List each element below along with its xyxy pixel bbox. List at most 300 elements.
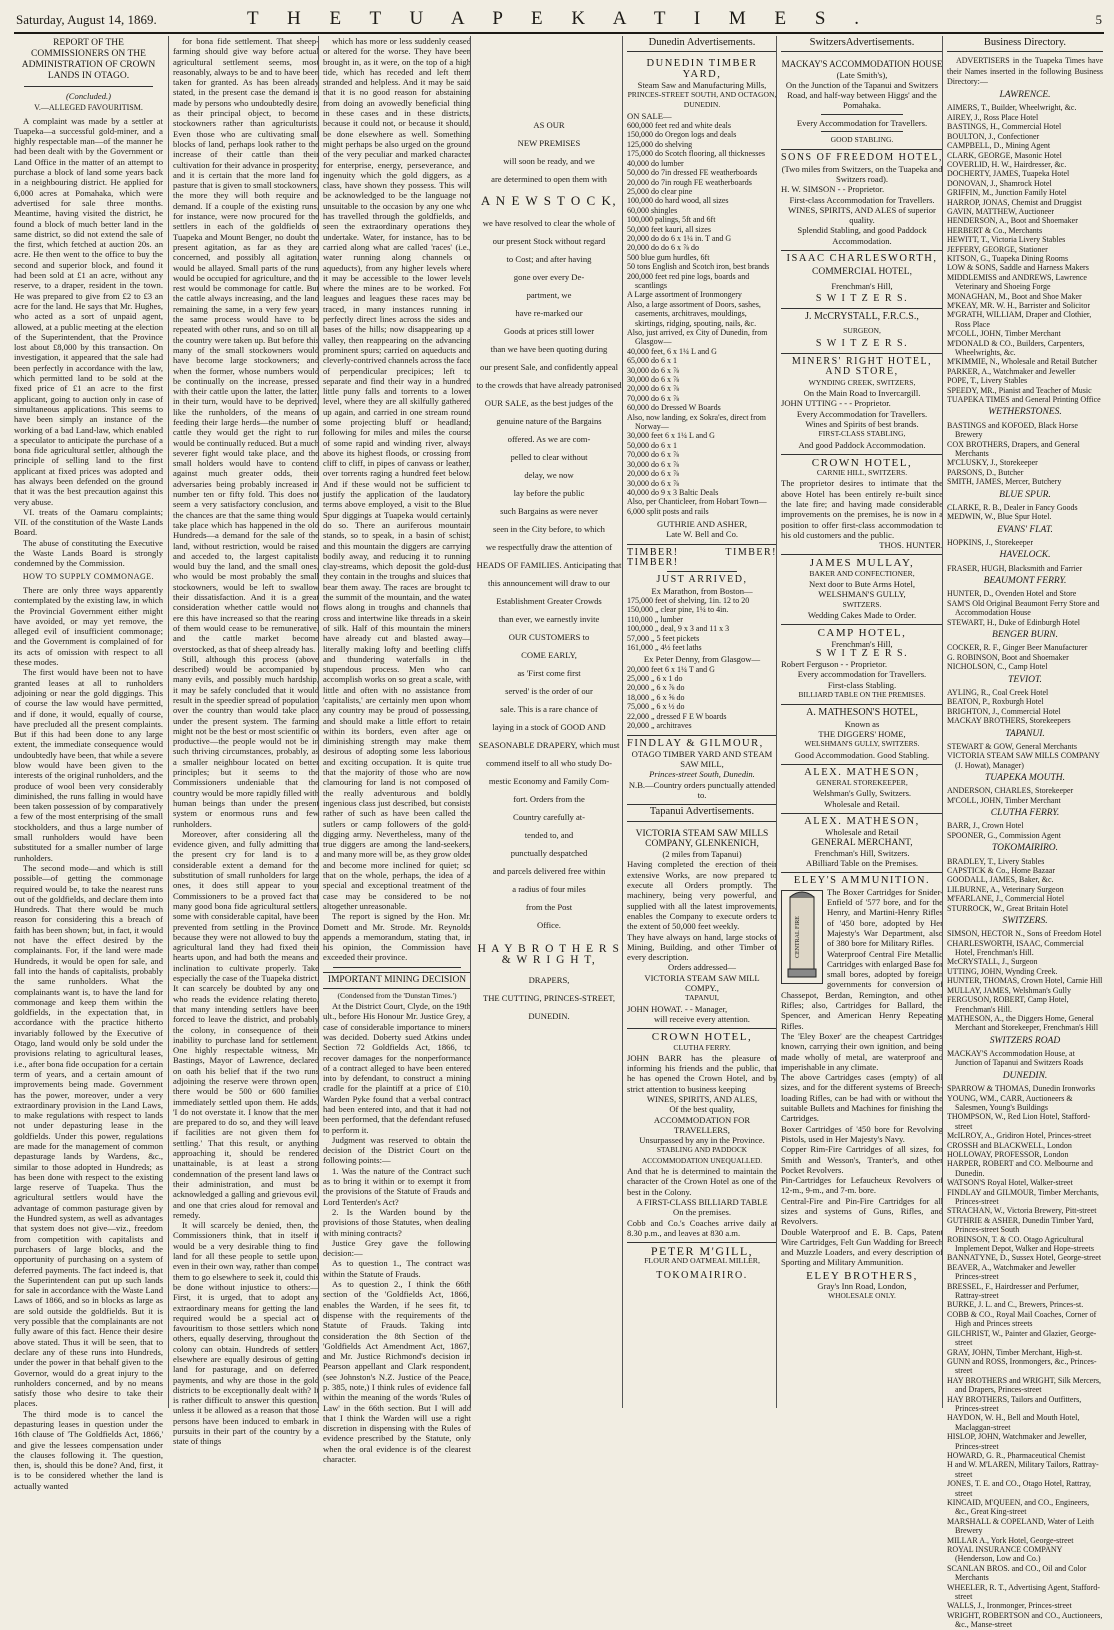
directory-town: CLUTHA FERRY.	[990, 808, 1060, 819]
advert-line: to the crowds that have already patronised	[476, 380, 622, 391]
directory-entry: M'FARLANE, J., Commercial Hotel	[947, 894, 1065, 904]
advert-timber	[627, 545, 777, 736]
advert-line: Of the best quality,	[669, 1104, 735, 1115]
directory-town: TAPANUI.	[1005, 728, 1045, 739]
list-item: 20,000 do 6 x ⅞	[627, 469, 679, 479]
directory-entry: GUTHRIE & ASHER, Dunedin Timber Yard, Princes-street South	[947, 1215, 1094, 1235]
advert-body: The 'Eley Boxer' are the cheapest Cartridges known, carrying their own ignition, and being made wholly of metal, are waterproof and imperishable in any climate.	[781, 1030, 943, 1072]
advert-proprietor: JOHN UTTING - - - Proprietor.	[781, 398, 891, 409]
advert-line: NEW PREMISES	[517, 138, 581, 148]
advert-signature: THOS. HUNTER.	[879, 540, 943, 551]
directory-entry: HAY BROTHERS and WRIGHT, Silk Mercers, and Drapers, Princes-street	[947, 1375, 1101, 1395]
article-heading: IMPORTANT MINING DECISION	[323, 972, 471, 989]
directory-entry: HAYDON, W. H., Bell and Mouth Hotel, Maclaggan-street	[947, 1413, 1080, 1432]
directory-entry: COVERLID, H. W., Hairdresser, &c.	[947, 159, 1067, 169]
section-heading: V.—ALLEGED FAVOURITISM.	[34, 103, 143, 113]
column-report	[14, 36, 167, 1491]
advert-label: Ex Peter Denny, from Glasgow—	[643, 654, 761, 665]
advert-address: Princes-street South, Dunedin.	[649, 769, 755, 780]
advert-subtitle: CARNIE HILL, SWITZERS.	[816, 468, 908, 478]
directory-entry: M'KIMMIE, N., Wholesale and Retail Butcher	[947, 357, 1098, 367]
advert-peter-mgill	[627, 1243, 777, 1285]
directory-entry: FRASER, HUGH, Blacksmith and Farrier	[947, 563, 1083, 573]
advert-title: DUNEDIN TIMBER YARD,	[646, 58, 758, 80]
list-item: 18,000 „ 6 x ⅝ do	[627, 692, 685, 702]
directory-entry: CLARK, GEORGE, Masonic Hotel	[947, 150, 1062, 160]
advert-line: SEASONABLE DRAPERY, which must	[478, 740, 620, 751]
list-item: 50,000 do 6 x 1	[627, 440, 677, 450]
directory-entry: MACKAY BROTHERS, Storekeepers	[947, 716, 1071, 726]
cartridge-illustration	[781, 890, 823, 984]
advert-body: Copper Rim-Fire Cartridges of all sizes, for Smith and Wesson's, Tranter's, and other Pocket Revolvers.	[781, 1144, 943, 1175]
advert-line: OUR CUSTOMERS to	[508, 632, 590, 643]
advert-body: On the Junction of the Tapanui and Switzers Road, and half-way between Higgs' and the Pomahaka.	[785, 79, 939, 111]
directory-entry: HUNTER, D., Ovenden Hotel and Store	[947, 589, 1077, 599]
directory-list	[947, 1084, 1103, 1630]
directory-list	[947, 503, 1103, 522]
advert-eley-ammunition	[781, 873, 943, 1305]
list-item: 20,000 do do 6 x 1¼ in. T and G	[627, 233, 732, 243]
advert-body: The Boxer Cartridges for Snider-Enfield of '577 bore, and for the Henry, and Martini-Henry Rifles of '450 bore, adopted by Her Majesty's War Department, also of 380 bore for Military Rifles.	[827, 886, 943, 949]
advert-crown-hotel-carnie	[781, 455, 943, 556]
advert-findlay-gilmour	[627, 736, 777, 806]
advert-subtitle: Steam Saw and Manufacturing Mills,	[637, 79, 767, 90]
list-item: 20,000 do do 6 x ⅞ do	[627, 243, 699, 253]
advert-line: On the Main Road to Invercargill.	[803, 388, 921, 399]
directory-town: HAVELOCK.	[999, 550, 1051, 561]
advert-note: Late W. Bell and Co.	[665, 529, 739, 540]
directory-entry: ROBINSON, T. & CO. Otago Agricultural Implement Depot, Walker and Hope-streets	[947, 1234, 1094, 1254]
advert-title: PETER M'GILL,	[650, 1244, 754, 1259]
advert-subtitle: GENERAL STOREKEEPER,	[816, 778, 908, 788]
directory-entry: BEAVER, A., Watchmaker and Jeweller Princes-street	[947, 1262, 1076, 1282]
advert-alex-matheson-store	[781, 765, 943, 814]
advert-line: Every Accommodation for Travellers.	[796, 117, 928, 128]
page-number: 5	[1095, 12, 1102, 27]
directory-entry: AIMERS, T., Builder, Wheelwright, &c.	[947, 103, 1077, 113]
paragraph: The first would have been not to have granted leases at all to runholders adjoining or near the gold diggings. This of course the law would have permitted, and if done, it would, equally of course, have precluded all the present complaints. But if this had been done to any large extent, the immediate consequence would undoubtedly have been, that while a severe blow would have been given to the interests of the original runholders, and the produce of wool been very considerably diminished, the runs falling in would have been taken possession of by comparatively a few of the most enterprising of the small stockholders, and thus a large number of small runholders would have been substituted for a smaller number of large runholders.	[14, 667, 163, 863]
directory-entry: MARSHALL & COPELAND, Water of Leith Brewery	[947, 1516, 1094, 1536]
directory-intro: ADVERTISERS in the Tuapeka Times have their Names inserted in the following Business Directory:—	[947, 56, 1103, 86]
section-header: Tapanui Advertisements.	[627, 805, 777, 821]
advert-line: On the premises.	[673, 1207, 731, 1218]
advert-street: THE CUTTING, PRINCES-STREET,	[482, 992, 616, 1003]
list-item: 65,000 do 6 x 1	[627, 356, 677, 366]
list-item: 40,000 do 9 x 3 Baltic Deals	[627, 487, 719, 497]
directory-entry: SMITH, JAMES, Mercer, Butchery	[947, 477, 1062, 487]
directory-list	[947, 538, 1103, 547]
directory-entry: MONAGHAN, M., Boot and Shoe Maker	[947, 291, 1082, 301]
list-item: 20,000 „ 6 x ⅞ do	[627, 683, 685, 693]
advert-subtitle: Wholesale and Retail	[825, 827, 899, 838]
advert-james-mullay	[781, 555, 943, 625]
directory-entry: GILCHRIST, W., Painter and Glazier, George-street	[947, 1328, 1097, 1348]
directory-town: BLUE SPUR.	[999, 489, 1051, 500]
advert-title: MINERS' RIGHT HOTEL, AND STORE,	[791, 356, 933, 378]
advert-line: than we have been quoting during	[490, 344, 608, 355]
directory-entry: BURKE, J. L. and C., Brewers, Princes-st.	[947, 1300, 1084, 1310]
advert-note: Orders addressed—	[667, 962, 736, 973]
advert-label: ON SALE—	[627, 110, 672, 121]
section-header: Dunedin Advertisements.	[627, 36, 777, 52]
directory-entry: HEWITT, T., Victoria Livery Stables	[947, 235, 1066, 245]
advert-body: Boxer Cartridges of '450 bore for Revolving Pistols, used in Her Majesty's Navy.	[781, 1123, 943, 1144]
directory-entry: HARPER, ROBERT and CO. Melbourne and Dunedin.	[947, 1159, 1093, 1178]
advert-line: ABilliard Table on the Premises.	[805, 858, 919, 869]
list-item: 70,000 do 6 x ⅞	[627, 450, 679, 460]
advert-company: VICTORIA STEAM SAW MILL COMPY.,	[644, 972, 760, 994]
directory-entry: GOODALL, JAMES, Baker, &c.	[947, 875, 1054, 885]
directory-entry: M'COLL, JOHN, Timber Merchant	[947, 795, 1061, 805]
directory-entry: FINDLAY and GILMOUR, Timber Merchants, Princes-street	[947, 1187, 1099, 1207]
paragraph: Justice Grey gave the following decision:—	[323, 1237, 471, 1259]
advert-line: Unsurpassed by any in the Province.	[639, 1135, 765, 1146]
paragraph: for bona fide settlement. That sheep-farming should give way before actual agricultural settlement seems, most reasonably, always to be and to have been taken for granted. As has been already stated, in the present case the demand is made by persons who undoubtedly desire, as their principal object, to become stockowners rather than agriculturists. Even those who are cultivating small blocks of land, perhaps look rather to the increase of their cattle than their cultivation for their advance in prosperity; and it is certain that the more land for pasture that is given to small stockowners, the more they will both require and demand. If a couple of the existing runs, for instance, were now procured for the settlers in each of the goldfields of Tuapeka and Mount Benger, no doubt the present agitation, as far as they are concerned, and possibly all agitation, would be allayed. Small parts of the runs would be occupied for agriculture, and the rest would be commonage for cattle. But the cattle always increasing, and the land remaining the same, in a very few years the same process would have to be repeated with other runs, and so on till all the country were taken up. But before this many of the small stockowners would have become large stockowners; and when the former, whose numbers would be continually on the increase, pressed with their cattle upon the latter, the latter, in their turn, would have to be deprived, like the runholders, of the means of feeding their large herds—the number of cattle they would get the right to run would be continually reduced. But a much severer fight would take place, and the small holders would have to contend against much greater odds, their adversaries being probably increased in number ten or fifty fold. This does not seem a very satisfactory conclusion, and the chances are that the same thing would take place which has happened in the old Hundreds—a demand for the sale of the land, without restriction, would be raised and acceded to, the largest capitalists would buy the land, and the small ones, who would be most probably the small stockowners, would be left to swallow their dissatisfaction. And it is a great consideration whether cattle would not ere this have increased so that the rearing of them would cease to be remunerative, and the cattle market become overstocked, as that of sheep already has.	[173, 36, 319, 654]
list-item: 30,000 do 6 x ⅞	[627, 375, 679, 385]
list-item: A Large assortment of Ironmongery	[627, 290, 742, 300]
directory-entry: CAMPBELL, D., Mining Agent	[947, 141, 1051, 151]
article-body	[14, 585, 163, 1491]
column-dunedin-adverts	[622, 36, 781, 1408]
advert-title: JAMES MULLAY,	[809, 557, 915, 570]
directory-entry: TUAPEKA TIMES and General Printing Office	[947, 395, 1101, 405]
directory-entry: SPOONER, G., Commission Agent	[947, 830, 1061, 840]
column-report-end	[318, 36, 475, 1465]
paragraph: As to question 1., The contract was within the Statute of Frauds.	[323, 1258, 471, 1279]
advert-subtitle: BAKER AND CONFECTIONER,	[809, 568, 915, 578]
advert-body: The proprietor desires to intimate that the above Hotel has been entirely re-built since the late fire; and having made considerable improvements on the premises, he is now in a position to offer first-class accommodation to his old customers and the public.	[781, 478, 943, 540]
list-item: 22,000 „ dressed F E W boards	[627, 711, 727, 721]
directory-town: SWITZERS.	[1002, 915, 1048, 926]
directory-entry: WATSON'S Royal Hotel, Walker-street	[947, 1178, 1073, 1188]
article-body	[14, 116, 163, 569]
directory-entry: JONES, T. E. and CO., Otago Hotel, Rattray, street	[947, 1479, 1092, 1498]
directory-entry: CHARLESWORTH, ISAAC, Commercial Hotel, Frenchman's Hill.	[947, 938, 1084, 958]
advert-manager: JOHN HOWAT. - - Manager,	[627, 1003, 728, 1014]
list-item: 50,000 do 7in dressed FE weatherboards	[627, 168, 758, 178]
list-item: Also, per Chanticleer, from Hobart Town—	[627, 497, 767, 507]
directory-entry: COBB & CO., Royal Mail Coaches, Corner of High and Princes streets	[947, 1309, 1097, 1329]
list-item: Also, a large assortment of Doors, sashes, casements, architraves, mouldings, skirtings, ridging, spouting, nails, &c.	[627, 299, 761, 328]
advert-body: Pin-Cartridges for Lefaucheux Revolvers of 12-m., 9-m., and 7-m. bore.	[781, 1175, 943, 1196]
advert-firm: H A Y B R O T H E R S & W R I G H T,	[477, 943, 621, 966]
advert-title: ELEY'S AMMUNITION.	[793, 875, 931, 887]
directory-entry: NICHOLSON, C., Camp Hotel	[947, 662, 1048, 672]
advert-line: AS OUR	[533, 120, 565, 130]
directory-entry: BASTINGS and KOFOED, Black Horse Brewery	[947, 420, 1078, 440]
directory-town: BENGER BURN.	[992, 630, 1058, 641]
advert-line: are determined to open them with	[491, 174, 607, 184]
directory-list	[947, 1049, 1103, 1068]
list-item: 57,000 „ 5 feet pickets	[627, 633, 700, 643]
advert-line: Known as	[844, 718, 880, 729]
list-item: 70,000 do 6 x ⅞	[627, 393, 679, 403]
directory-entry: KITSON, G., Tuapeka Dining Rooms	[947, 253, 1069, 263]
directory-entry: HERBERT & Co., Merchants	[947, 225, 1043, 235]
advert-dunedin-timber-yard	[627, 56, 777, 544]
advert-town: SWITZERS.	[842, 599, 882, 609]
column-switzers-adverts	[776, 36, 947, 1408]
directory-entry: SCANLAN BROS. and CO., Oil and Color Merchants	[947, 1563, 1087, 1583]
directory-list	[947, 564, 1103, 573]
directory-entry: GRIFFIN, M., Junction Family Hotel	[947, 188, 1067, 198]
list-item: 6,000 split posts and rails	[627, 506, 709, 516]
directory-entry: G. ROBINSON, Boot and Shoemaker	[947, 652, 1069, 662]
paragraph: At the District Court, Clyde, on the 19th ult., before His Honour Mr. Justice Grey, a case of considerable importance to miners was decided. Doberty sued Atkins under Section 72 Goldfields Act, 1866, to recover damages for the nonperformance of a contract alleged to have been entered into by defendant, to construct a mining cradle for the plaintiff at a price of £10. Warden Pyke found that a verbal contract had been entered into, and that it had not been performed, that the defendant refused to perform it.	[323, 1001, 471, 1135]
paragraph: The report is signed by the Hon. Mr. Domett and Mr. Strode. Mr. Reynolds appends a memorandum, stating that, in his opinion, the Commission have exceeded their province.	[323, 911, 471, 963]
directory-list	[947, 786, 1103, 805]
advert-items	[627, 121, 777, 516]
list-item: 125,000 do shelving	[627, 139, 693, 149]
directory-entry: WHEELER, R. T., Advertising Agent, Stafford-street	[947, 1582, 1100, 1602]
list-item: 25,000 do clear pine	[627, 186, 693, 196]
advert-address: Gray's Inn Road, London,	[817, 1281, 907, 1292]
column-report-continued	[168, 36, 323, 1447]
advert-body: Having completed the erection of their extensive Works, are now prepared to execute all Orders promptly. The machinery, being very powerful, and supplied with all the latest improvements, enables the Company to execute orders to the extent of 50,000 feet weekly.	[627, 859, 777, 932]
article-credit: (Condensed from the 'Dunstan Times.')	[337, 990, 457, 1000]
section-header: Business Directory.	[947, 36, 1103, 52]
directory-entry: McCRYSTALL, J., Surgeon	[947, 957, 1038, 967]
paragraph: As to question 2., I think the 66th section of the 'Goldfields Act, 1866,' enables the Warden, if he sees fit, to dispense with the requirements of the Statute of Frauds. Taking into consideration the 8th Section of the 'Goldfields Act Amendment Act, 1867,' and Mr. Justice Richmond's decision in Pearson appellant and Clark respondent, (see Johnston's N.Z. Justice of the Peace, p. 385, note,) I think rules of evidence fall within the meaning of the words 'Rules of Law' in the 66th section. But I will add that I think the Warden will use a right discretion in dispensing with the Rules of evidence prescribed by the Statute, only when the oral evidence is of the clearest character.	[323, 1279, 471, 1465]
advert-line: gone over every De-	[513, 272, 585, 283]
advert-line: Wedding Cakes Made to Order.	[807, 609, 917, 620]
list-item: 200,000 feet red pine logs, boards and scantlings	[627, 271, 750, 290]
column-business-directory	[942, 36, 1107, 1630]
advert-line: genuine nature of the Bargains	[496, 416, 602, 427]
advert-line: as 'First come first	[517, 668, 581, 679]
list-item: 40,000 feet, 6 x 1¼ L and G	[627, 346, 717, 356]
advert-line: from the Post	[525, 902, 573, 913]
directory-entry: BASTINGS, H., Commercial Hotel	[947, 122, 1062, 132]
directory-entry: HOLLOWAY, PROFESSOR, London	[947, 1149, 1069, 1159]
advert-place: Frenchman's Hill,	[831, 638, 893, 649]
list-item: Also, just arrived, ex City of Dunedin, from Glasgow—	[627, 328, 768, 347]
list-item: 30,000 do 6 x ⅞	[627, 365, 679, 375]
advert-line: and parcels delivered free within	[492, 866, 606, 877]
directory-entry: BANNATYNE, D., Sussex Hotel, George-street	[947, 1253, 1102, 1263]
advert-charlesworth	[781, 251, 943, 309]
directory-town: BEAUMONT FERRY.	[983, 576, 1067, 587]
list-item: 30,000 do 6 x ⅞	[627, 478, 679, 488]
paragraph: 1. Was the nature of the Contract such as to bring it within or to exempt it from the provisions of the Statute of Frauds and Lord Tenterden's Act?	[323, 1165, 471, 1207]
directory-entry: DOCHERTY, JAMES, Tuapeka Hotel	[947, 169, 1070, 179]
directory-entry: SPARROW & THOMAS, Dunedin Ironworks	[947, 1084, 1096, 1094]
directory-entry: FERGUSON, ROBERT, Camp Hotel, Frenchman's Hill.	[947, 995, 1069, 1014]
advert-line: Every Accommodation for Travellers.	[796, 408, 928, 419]
list-item: 20,000 „ architraves	[627, 721, 692, 731]
directory-list	[947, 742, 1103, 770]
list-item: 100,000 do hard wood, all sizes	[627, 196, 729, 206]
paragraph: which has more or less suddenly ceased or altered for the worse. They have been brought in, as it were, on the top of a high tide, which has receded and left them stranded and helpless. And it may be said that it is no good reason for abstaining from doing an avowedly beneficial thing in these cases and in these districts, because it could not, or because it should, be done elsewhere as well. Something might perhaps be also urged on the ground of the very peculiar and marked character for enterprise, energy, perseverance, and ingenuity which the gold diggers, as a class, have shown they possess. This will be acknowledged to be the language not unsuitable to the occasion by any one who has travelled through the goldfields, and seen the extraordinary operations they undertake. Water, for instance, has to be carried along what are called 'races' (i.e., water running along channels or aqueducts), from any higher levels where it may be accessible to the lower levels where the mines are to be worked. For leagues and leagues these races may be traced, in many instances running in perfectly direct lines across the sides and bases of the hills; now disappearing up a valley, then reappearing on the advancing prominent spurs; carried on aqueducts and cleverly-contrived channels across the face of perpendicular precipices; left to separate and find their way in a hundred little puny falls and torrents to a lower level, where they are all skilfully gathered up again, and carried in one stream round some projecting bluff or headland; following for miles and miles the course of some rapid and winding river, always above its highest floods, or crossing from cliff to cliff, in pipes of canvass or leather, over torrents raging a hundred feet below. And if these would not be sufficient to justify the application of the laudatory terms above employed, a visit to the Blue Spur diggings at Tuapeka would certainly do so. There an auriferous mountain stands, so to speak, in a basin of schist; and this mountain the diggers are carrying bodily away, and reducing it to running clay-streams, which deposit the gold-dust they contain in the troughs and sluices that bear them away. The races are brought to the summit of the mountain, and the water flows along in troughs and channels that cross and intertwine like threads in a skein of silk. Half of this mountain the miners have already cut and blasted away—literally making lofty and beetling cliffs and thundering waterfalls in the stupendous process. Men who can accomplish works on so great a scale, with little and often with no assistance from 'capitalists,' are certainly men upon whom any country may be proud of possessing, and should make a little effort to retain within its borders, even after age or diminishing strength may make them desirous of adopting some less laborious and exciting occupation. It is quite true that the majority of those who are now clamouring for land is not composed of the really adventurous and boldly ingenious class just described, but consists rather of such as have been called the sutlers or camp followers of the gold-digging army. Nevertheless, many of the true diggers are among the land-seekers, and many more will be, as they grow older and become more inclined for quiet; so that on the whole, perhaps, the idea of a special and exceptional treatment of the case may be considered to be not altogether unreasonable.	[323, 36, 471, 911]
list-item: 150,000 „ clear pine, 1¼ to 4in.	[627, 605, 729, 615]
advert-line: WHOLESALE ONLY.	[828, 1291, 896, 1301]
directory-entry: M'COLL, JOHN, Timber Merchant	[947, 329, 1061, 339]
advert-line: a radius of four miles	[512, 884, 586, 895]
directory-entry: McILROY, A., Gridiron Hotel, Princes-street	[947, 1131, 1092, 1141]
advert-sons-of-freedom	[781, 150, 943, 251]
advert-line: have re-marked our	[515, 308, 583, 319]
advert-line: punctually despatched	[510, 848, 588, 859]
advert-title: VICTORIA STEAM SAW MILLS COMPANY, GLENKENICH,	[635, 828, 769, 849]
advert-camp-hotel	[781, 625, 943, 705]
advert-line: our present Stock without regard	[492, 236, 606, 247]
directory-entry: STEWART, H., Duke of Edinburgh Hotel	[947, 617, 1080, 627]
advert-body: The above Cartridges cases (empty) of all sizes, and for the different systems of Breech-loading Rifles, can be had with or without the suitable Bullets and Machines for finishing the Cartridges.	[781, 1072, 943, 1124]
list-item: 75,000 „ 6 x ½ do	[627, 702, 685, 712]
advert-line: And good Paddock Accommodation.	[798, 439, 926, 450]
directory-town: WETHERSTONES.	[988, 407, 1062, 418]
directory-list	[947, 589, 1103, 627]
advert-title: ISAAC CHARLESWORTH,	[786, 253, 938, 265]
advert-note: N.B.—Country orders punctually attended to.	[628, 779, 776, 800]
paragraph: The abuse of constituting the Executive the Waste Lands Board is strongly condemned by the Commission.	[14, 537, 163, 569]
advert-title: A. MATHESON'S HOTEL,	[806, 707, 918, 719]
directory-entry: GUNN and ROSS, Ironmongers, &c., Princes-street	[947, 1356, 1097, 1376]
advert-body: JOHN BARR has the pleasure of informing his friends and the public, that he has opened the Crown Hotel, and by strict attention to business keeping	[627, 1052, 777, 1094]
list-item: 30,000 feet 6 x 1¼ L and G	[627, 431, 715, 441]
issue-date: Saturday, August 14, 1869.	[16, 12, 157, 27]
directory-entry: SPEEDY, MR., Pianist and Teacher of Music	[947, 385, 1092, 395]
advert-line: Office.	[537, 920, 561, 931]
directory-entry: H and W. M'LAREN, Military Tailors, Rattray-street	[947, 1460, 1099, 1479]
advert-title: MACKAY'S ACCOMMODATION HOUSE	[781, 59, 943, 70]
list-item: 600,000 feet red and white deals	[627, 121, 731, 131]
directory-entry: VICTORIA STEAM SAW MILLS COMPANY (J. Howat), Manager)	[947, 751, 1100, 770]
article-heading: REPORT OF THE COMMISSIONERS ON THE ADMINISTRATION OF CROWN LANDS IN OTAGO.	[21, 38, 156, 81]
directory-entry: BARR, J., Crown Hotel	[947, 821, 1024, 831]
directory-entry: CLARKE, R. B., Dealer in Fancy Goods	[947, 502, 1078, 512]
advert-line: A FIRST-CLASS BILLIARD TABLE	[636, 1196, 768, 1207]
advert-place: TAPANUI,	[685, 993, 719, 1003]
directory-list	[947, 821, 1103, 840]
advert-subtitle: WYNDING CREEK, SWITZERS,	[808, 377, 916, 387]
advert-subtitle: (Late Smith's),	[836, 69, 888, 80]
advert-city: DUNEDIN.	[528, 1010, 570, 1021]
advert-line: Splendid Stabling, and good Paddock Accommodation.	[797, 225, 927, 246]
directory-entry: POPE, T., Livery Stables	[947, 376, 1028, 386]
advert-line: Good Accommodation. Good Stabling.	[794, 749, 930, 760]
list-item: 110,000 „ lumber	[627, 614, 683, 624]
advert-line: GOOD STABLING.	[830, 135, 894, 145]
list-item: 60,000 shingles	[627, 205, 678, 215]
advert-body: And that he is determined to maintain the character of the Crown Hotel as one of the best in the Colony.	[627, 1166, 777, 1197]
list-item: 175,000 do Scotch flooring, all thicknesses	[627, 149, 765, 159]
advert-mccrystall	[781, 309, 943, 354]
directory-town: DUNEDIN.	[1002, 1070, 1048, 1081]
list-item: 50,000 feet kauri, all sizes	[627, 224, 711, 234]
advert-trade: DRAPERS,	[528, 974, 570, 985]
advert-line: HEADS OF FAMILIES. Anticipating that	[476, 560, 622, 571]
advert-proprietor: Robert Ferguson - - Proprietor.	[781, 659, 888, 670]
advert-line: OUR SALE, as the best judges of the	[484, 398, 614, 409]
directory-entry: MATHESON, A., the Diggers Home, General Merchant and Storekeeper, Frenchman's Hill	[947, 1013, 1099, 1033]
directory-entry: AYLING, R., Coal Creek Hotel	[947, 687, 1049, 697]
advert-place: Frenchman's Hill, Switzers.	[814, 847, 910, 858]
directory-entry: SIMSON, HECTOR N., Sons of Freedom Hotel	[947, 929, 1102, 939]
advert-victoria-saw-mills	[627, 826, 777, 1030]
advert-subtitle: (2 miles from Tapanui)	[662, 849, 742, 860]
advert-line: offered. As we are com-	[507, 434, 591, 445]
cartridge-label: CENTRAL FIRE	[795, 915, 801, 958]
directory-entry: GAVIN, MATTHEW, Auctioneer	[947, 206, 1055, 216]
advert-line: will soon be ready, and we	[503, 156, 595, 166]
directory-town: TOKOMAIRIRO.	[991, 843, 1059, 854]
paragraph: Judgment was reserved to obtain the decision of the District Court on the following points:—	[323, 1134, 471, 1166]
paragraph: 2. Is the Warden bound by the provisions of those Statutes, when dealing with mining contracts?	[323, 1206, 471, 1238]
directory-entry: MILLAR A., York Hotel, George-street	[947, 1535, 1074, 1545]
directory-entry: HUNTER, THOMAS, Crown Hotel, Carnie Hill	[947, 976, 1103, 986]
advert-body: Cobb and Co.'s Coaches arrive daily at 8.30 p.m., and leaves at 830 a.m.	[627, 1217, 777, 1238]
directory-entry: PARSONS, D., Butcher	[947, 467, 1024, 477]
advert-subtitle: (Two miles from Switzers, on the Tuapeka and Switzers road).	[781, 163, 943, 184]
advert-lines	[475, 116, 623, 188]
directory-entry: DONOVAN, J., Shamrock Hotel	[947, 178, 1052, 188]
paragraph: It will scarcely be denied, then, the Commissioners think, that in itself it would be a very desirable thing to find land for all these people to settle upon, even in their own way, rather than compel them to go elsewhere to seek it, could this be done without injustice to others:—First, it is urged, that to adopt any extraordinary means for getting the land required would be a special act of favouritism to those settlers which none others, equally deserving, throughout the colony can obtain. Hundreds of settlers elsewhere are equally desirous of getting land for pasturage, and on deferred payments, and why are those in the gold districts to be exceptionally dealt with? It is rather difficult to answer this question, unless it be allowed as a reason that those persons have been induced to embark in pursuits in their part of the country by a state of things	[173, 1220, 319, 1447]
directory-entry: JEFFERY, GEORGE, Stationer	[947, 244, 1048, 254]
advert-line: than ever, we earnestly invite	[498, 614, 600, 625]
list-item: 25,000 „ 6 x 1 do	[627, 674, 683, 684]
advert-line: mestic Economy and Family Com-	[488, 776, 610, 787]
directory-entry: M'KEAY, MR. W. H., Barrister and Solicitor	[947, 301, 1090, 311]
advert-body: They have always on hand, large stocks of Mining, Building, and other Timber of every description.	[627, 931, 777, 963]
advert-town: S W I T Z E R S.	[815, 647, 909, 659]
directory-town: EVANS' FLAT.	[997, 524, 1053, 535]
directory-entry: CROSSH and BLACKWELL, London	[947, 1140, 1072, 1150]
advert-title: CROWN HOTEL,	[651, 1031, 753, 1044]
article-body	[173, 36, 319, 1447]
advert-line: THE DIGGERS' HOME,	[818, 728, 906, 739]
paragraph: Moreover, after considering all the evidence given, and fully admitting that the present cry for land is to a considerable extent a demand for the substitution of small runholders for large ones, it does still appear to your Commissioners to be a proved fact that many good bona fide agricultural settlers, some with considerable capital, have been prevented from settling in the Province because they were not allowed to buy the agricultural land they had fixed their hearts upon, and had both the means and inclination to cultivate properly. Take especially the case of the Tuapeka district. It can scarcely be doubted by any one who reads the evidence relating thereto, that many intending settlers have been forced to leave the district, and probably the colony, in consequence of their inability to purchase land for settlement. One highly respectable witness, Mr. Bastings, Mayor of Lawrence, declared on oath his belief that if the two runs adjoining the reserve were thrown open, there would be 500 or 600 families immediately settled upon them. He adds, 'I do not overstate it. I know that the men are prepared to do so, and they will leave if facilities are not given them for settling.' That this result, or anything approaching it, should be rendered unattainable, is at least a strong condemnation of the present land laws or their administration, and must be acknowledged a galling and grievous evil, and one that cries aloud for removal and remedy.	[173, 828, 319, 1220]
directory-entry: PARKER, A., Watchmaker and Jeweller	[947, 366, 1076, 376]
directory-entry: GRAY, JOHN, Timber Merchant, High-st.	[947, 1347, 1083, 1357]
advert-line: Wholesale and Retail.	[824, 798, 900, 809]
list-item: 175,000 feet of shelving, 1in. 12 to 20	[627, 595, 750, 605]
directory-entry: COCKER, R. F., Ginger Beer Manufacturer	[947, 643, 1088, 653]
advert-firm: GUTHRIE AND ASHER,	[657, 519, 747, 530]
directory-entry: MEDWIN, W., Blue Spur Hotel.	[947, 512, 1052, 522]
directory-entry: SAM'S Old Original Beaumont Ferry Store and Accommodation House	[947, 598, 1100, 618]
advert-line: FIRST-CLASS STABLING,	[818, 429, 906, 439]
advert-mackays	[781, 56, 943, 150]
directory-entry: LOW & SONS, Saddle and Harness Makers	[947, 263, 1089, 273]
advert-line: such Bargains as were never	[500, 506, 598, 517]
directory-entry: M'DONALD & CO., Builders, Carpenters, Wheelwrights, &c.	[947, 338, 1085, 358]
directory-entry: WRIGHT, ROBERTSON and CO., Auctioneers, &c., Manse-street	[947, 1610, 1103, 1630]
advert-place: WELSHMAN'S GULLY, SWITZERS.	[804, 739, 920, 749]
directory-list	[947, 857, 1103, 913]
advert-body: Central-Fire and Pin-Fire Cartridges for all sizes and systems of Guns, Rifles, and Revolvers.	[781, 1195, 943, 1227]
list-item: 60,000 do Dressed W Boards	[627, 403, 721, 413]
advert-line: sale. This is a rare chance of	[500, 704, 598, 715]
advert-town: TOKOMAIRIRO.	[656, 1269, 748, 1281]
directory-town: TUAPEKA MOUTH.	[984, 773, 1066, 784]
directory-entry: LILBURNE, A., Veterinary Surgeon	[947, 884, 1064, 894]
directory-entry: HAY BROTHERS, Tailors and Outfitters, Princes-street	[947, 1394, 1082, 1413]
directory-entry: BRESSEL, F., Hairdresser and Perfumer, Rattray-street	[947, 1281, 1079, 1301]
directory-entry: WALLS, J., Ironmonger, Princes-street	[947, 1601, 1072, 1611]
advert-place: Welshman's Gully, Switzers.	[812, 788, 912, 799]
advert-place: CLUTHA FERRY.	[673, 1042, 731, 1052]
advert-line: Establishment Greater Crowds	[496, 596, 602, 607]
advert-crown-hotel-clutha	[627, 1029, 777, 1243]
article-body	[323, 36, 471, 963]
advert-line: seen in the City before, to which	[493, 524, 605, 535]
advert-subtitle: COMMERCIAL HOTEL,	[812, 267, 912, 278]
directory-entry: HOWARD, G. R., Pharmaceutical Chemist	[947, 1450, 1086, 1460]
directory-entry: STURROCK, W., Great Britain Hotel	[947, 903, 1069, 913]
directory-listings	[947, 90, 1103, 1630]
directory-entry: BOULTON, J., Confectioner	[947, 131, 1040, 141]
